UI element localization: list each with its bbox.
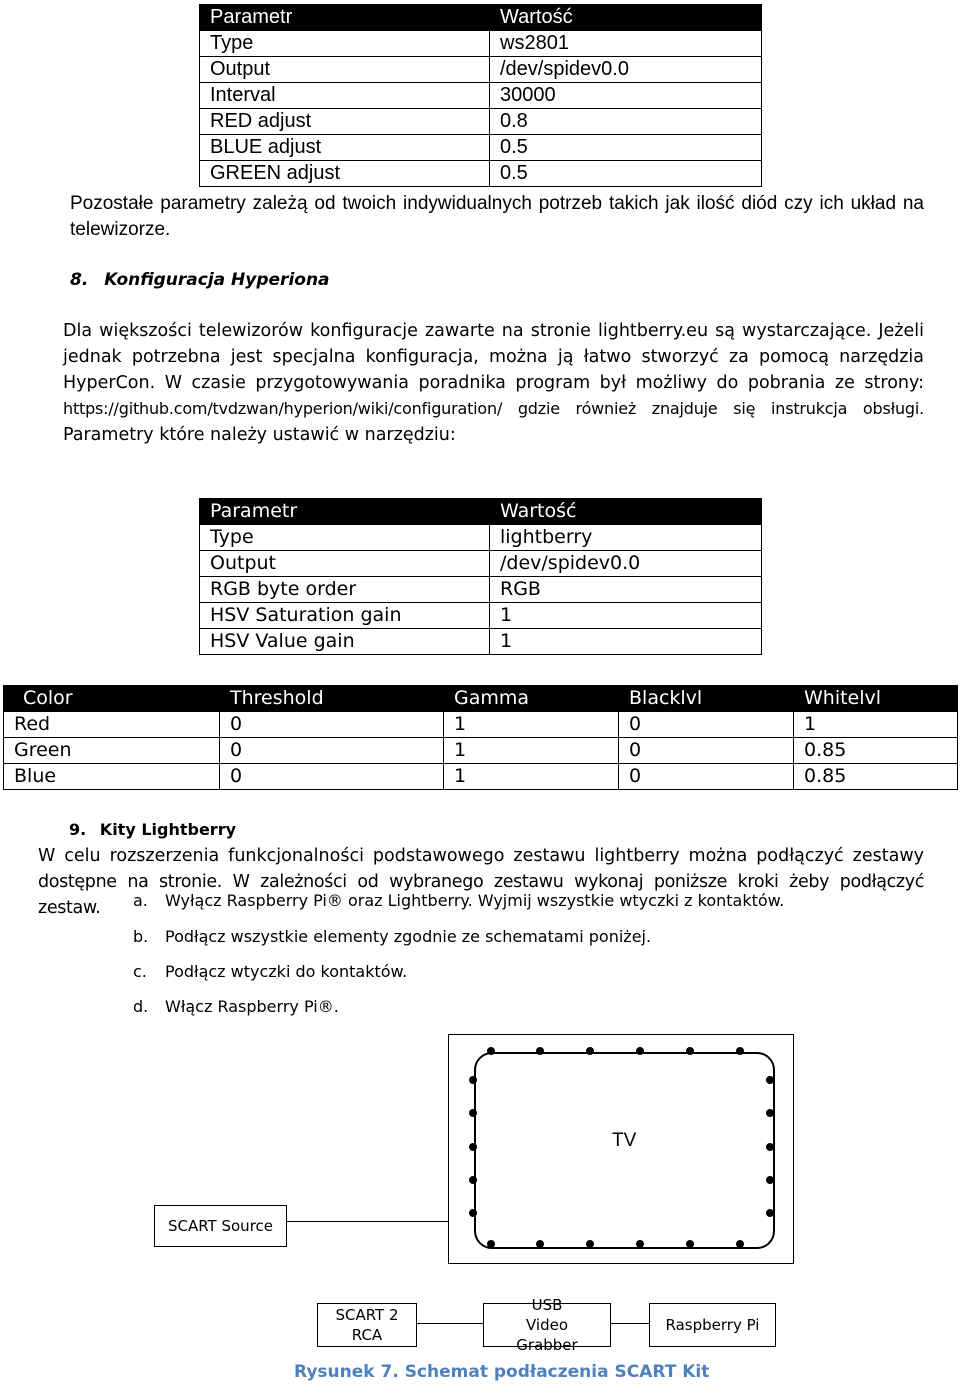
cell: 0.8 <box>490 109 762 135</box>
table-row <box>200 551 762 577</box>
table-row <box>200 109 762 135</box>
table-row <box>200 161 762 187</box>
header-cell: Gamma <box>444 686 619 712</box>
cell: Red <box>4 712 220 738</box>
cell: Blue <box>4 764 220 790</box>
cell: 1 <box>490 629 762 655</box>
table-row <box>200 57 762 83</box>
header-cell: Color <box>4 686 220 712</box>
cell: HSV Saturation gain <box>200 603 490 629</box>
paragraph-line: jednak potrzebna jest specjalna konfiguracja, można ją łatwo stworzyć za pomocą narzędzia <box>63 347 924 367</box>
connector-line <box>416 1323 483 1324</box>
color-table <box>3 685 958 790</box>
table-row <box>4 738 958 764</box>
section-title: Konfiguracja Hyperiona <box>104 270 330 290</box>
parameter-table-2 <box>199 498 762 655</box>
led-dot <box>536 1240 544 1248</box>
cell: 0.85 <box>794 738 958 764</box>
table-row <box>200 83 762 109</box>
cell: 0.85 <box>794 764 958 790</box>
led-dot <box>469 1143 477 1151</box>
step-marker: d. <box>133 997 149 1016</box>
scart2rca-box <box>317 1303 417 1347</box>
led-dot <box>766 1176 774 1184</box>
step-item <box>133 891 784 910</box>
paragraph-line: Dla większości telewizorów konfiguracje zawarte na stronie lightberry.eu są wystarczające. Jeżeli <box>63 321 924 341</box>
parameter-table-1 <box>199 4 762 187</box>
led-dot <box>636 1047 644 1055</box>
step-marker: c. <box>133 962 147 981</box>
led-dot <box>736 1240 744 1248</box>
table-row <box>200 603 762 629</box>
led-dot <box>487 1240 495 1248</box>
header-cell: Parametr <box>200 5 490 31</box>
step-item <box>133 962 407 981</box>
cell: 1 <box>490 603 762 629</box>
led-dot <box>636 1240 644 1248</box>
section-number: 8. <box>70 270 89 290</box>
cell: 0 <box>619 764 794 790</box>
cell: /dev/spidev0.0 <box>490 57 762 83</box>
header-cell: Whitelvl <box>794 686 958 712</box>
cell: Green <box>4 738 220 764</box>
header-cell: Wartość <box>490 499 762 525</box>
cell: Output <box>200 57 490 83</box>
cell: 0 <box>220 764 444 790</box>
box-label: Raspberry Pi <box>665 1316 760 1334</box>
section-number: 9. <box>69 820 87 839</box>
led-dot <box>766 1109 774 1117</box>
cell: Output <box>200 551 490 577</box>
usb-grabber-box <box>483 1296 611 1354</box>
paragraph-line: Pozostałe parametry zależą od twoich indywidualnych potrzeb takich jak ilość diód czy ich układ na <box>70 193 924 214</box>
led-dot <box>469 1176 477 1184</box>
cell: 0 <box>220 738 444 764</box>
header-cell: Threshold <box>220 686 444 712</box>
led-dot <box>686 1240 694 1248</box>
connector-line <box>287 1221 449 1222</box>
cell: RGB byte order <box>200 577 490 603</box>
cell: 0 <box>619 712 794 738</box>
cell: Type <box>200 525 490 551</box>
cell: 0 <box>619 738 794 764</box>
led-dot <box>766 1143 774 1151</box>
table-row <box>200 31 762 57</box>
step-text: Wyłącz Raspberry Pi® oraz Lightberry. Wyjmij wszystkie wtyczki z kontaktów. <box>165 891 785 910</box>
table-row <box>200 525 762 551</box>
step-item <box>133 927 651 946</box>
box-label: SCART 2 RCA <box>335 1306 399 1344</box>
cell: Interval <box>200 83 490 109</box>
paragraph-line: telewizorze. <box>70 219 171 240</box>
header-cell: Parametr <box>200 499 490 525</box>
led-dot <box>469 1109 477 1117</box>
table-row <box>200 577 762 603</box>
box-label: USB Video Grabber <box>516 1296 578 1354</box>
section-title: Kity Lightberry <box>99 820 237 839</box>
table-header <box>4 686 958 712</box>
table-row <box>200 135 762 161</box>
paragraph-line: Parametry które należy ustawić w narzędziu: <box>63 425 456 445</box>
paragraph-line: https://github.com/tvdzwan/hyperion/wiki/configuration/ gdzie również znajduje się instrukcja obsługi. <box>63 399 924 418</box>
step-marker: a. <box>133 891 148 910</box>
section-heading-8 <box>70 270 330 290</box>
table-header <box>200 499 762 525</box>
figure-caption: Rysunek 7. Schemat podłaczenia SCART Kit <box>294 1362 710 1382</box>
led-dot <box>469 1209 477 1217</box>
led-dot <box>686 1047 694 1055</box>
step-item <box>133 997 339 1016</box>
step-text: Podłącz wtyczki do kontaktów. <box>165 962 408 981</box>
paragraph-line: HyperCon. W czasie przygotowywania poradnika program był możliwy do pobrania ze strony: <box>63 373 924 393</box>
led-dot <box>586 1047 594 1055</box>
led-dot <box>586 1240 594 1248</box>
step-text: Podłącz wszystkie elementy zgodnie ze schematami poniżej. <box>165 927 652 946</box>
cell: 30000 <box>490 83 762 109</box>
paragraph-remaining-params <box>70 191 924 243</box>
table-row <box>4 712 958 738</box>
led-dot <box>736 1047 744 1055</box>
step-text: Włącz Raspberry Pi®. <box>165 997 339 1016</box>
header-cell: Blacklvl <box>619 686 794 712</box>
step-marker: b. <box>133 927 149 946</box>
header-cell: Wartość <box>490 5 762 31</box>
cell: ws2801 <box>490 31 762 57</box>
cell: BLUE adjust <box>200 135 490 161</box>
paragraph-line: W celu rozszerzenia funkcjonalności podstawowego zestawu lightberry można podłączyć zestawy <box>38 846 924 866</box>
led-dot <box>487 1047 495 1055</box>
led-dot <box>536 1047 544 1055</box>
table-header <box>200 5 762 31</box>
raspberry-pi-box <box>649 1303 776 1347</box>
cell: 0 <box>220 712 444 738</box>
cell: lightberry <box>490 525 762 551</box>
cell: 1 <box>444 738 619 764</box>
cell: 1 <box>444 712 619 738</box>
cell: RED adjust <box>200 109 490 135</box>
cell: /dev/spidev0.0 <box>490 551 762 577</box>
scart-source-box <box>154 1205 287 1247</box>
cell: 1 <box>444 764 619 790</box>
cell: 0.5 <box>490 135 762 161</box>
cell: RGB <box>490 577 762 603</box>
cell: 1 <box>794 712 958 738</box>
section-heading-9 <box>69 820 236 839</box>
box-label: SCART Source <box>167 1217 274 1235</box>
table-row <box>4 764 958 790</box>
paragraph-hyperion-config <box>63 318 924 448</box>
cell: GREEN adjust <box>200 161 490 187</box>
connector-line <box>611 1323 649 1324</box>
cell: 0.5 <box>490 161 762 187</box>
cell: Type <box>200 31 490 57</box>
led-dot <box>766 1076 774 1084</box>
cell: HSV Value gain <box>200 629 490 655</box>
table-row <box>200 629 762 655</box>
led-dot <box>469 1076 477 1084</box>
led-dot <box>766 1209 774 1217</box>
tv-label: TV <box>612 1130 637 1151</box>
paragraph-line: dostępne na stronie. W zależności od wybranego zestawu wykonaj poniższe kroki żeby podłączyć zestaw. <box>38 872 924 918</box>
